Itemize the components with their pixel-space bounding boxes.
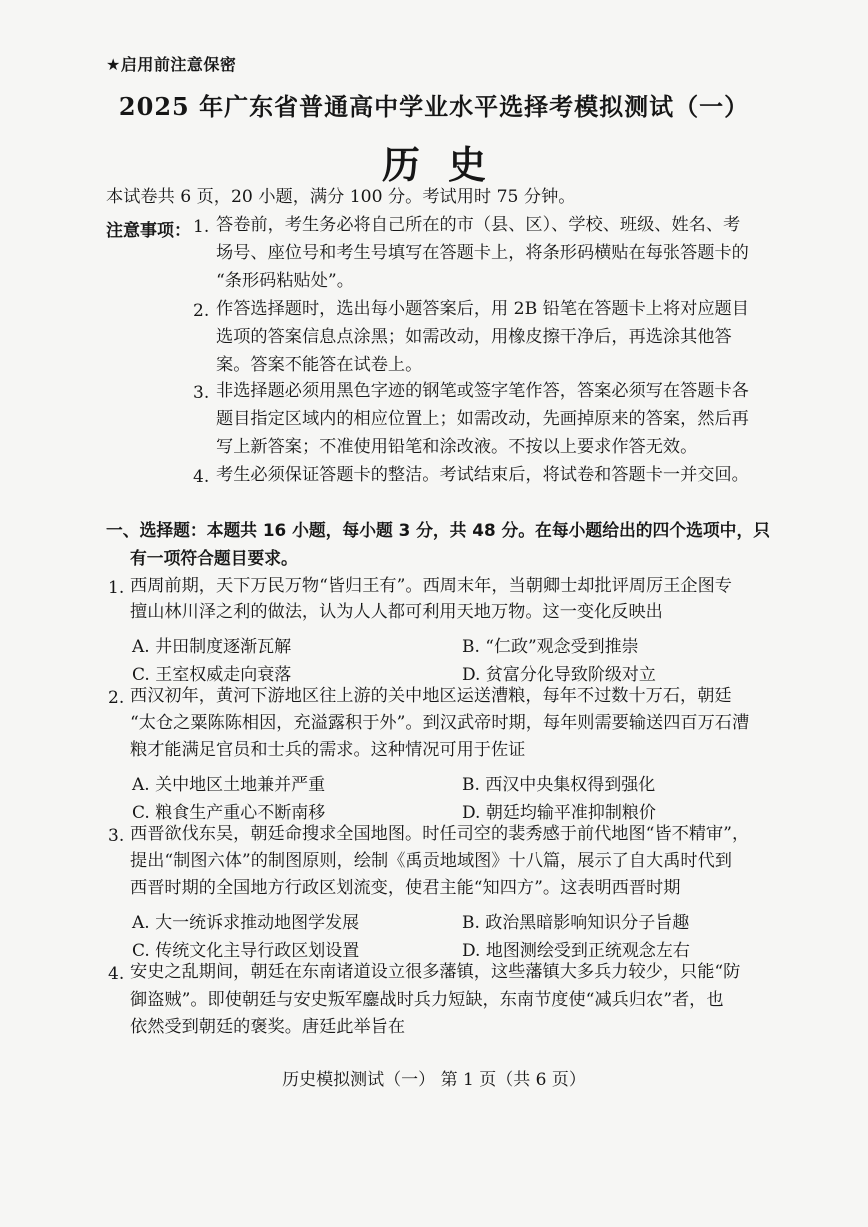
question-number: 3.: [108, 826, 125, 846]
question-stem: 提出“制图六体”的制图原则，绘制《禹贡地域图》十八篇，展示了自大禹时代到: [130, 851, 732, 871]
option-d: D. 贫富分化导致阶级对立: [462, 665, 656, 685]
question-stem: 擅山林川泽之利的做法，认为人人都可利用天地万物。这一变化反映出: [130, 602, 663, 622]
note-number: 1.: [193, 217, 210, 237]
question-stem: 粮才能满足官员和士兵的需求。这种情况可用于佐证: [130, 740, 526, 760]
note-line: 题目指定区域内的相应位置上；如需改动，先画掉原来的答案，然后再: [216, 409, 749, 429]
note-line: 答卷前，考生务必将自己所在的市（县、区）、学校、班级、姓名、考: [216, 215, 741, 235]
page-footer: 历史模拟测试（一） 第 1 页（共 6 页）: [282, 1070, 586, 1090]
option-a: A. 大一统诉求推动地图学发展: [132, 913, 360, 933]
question-stem: 西晋时期的全国地方行政区划流变，使君主能“知四方”。这表明西晋时期: [130, 878, 681, 898]
question-number: 2.: [108, 688, 125, 708]
note-number: 2.: [193, 301, 210, 321]
note-number: 3.: [193, 383, 210, 403]
note-line: 非选择题必须用黑色字迹的钢笔或签字笔作答，答案必须写在答题卡各: [216, 381, 749, 401]
exam-info: 本试卷共 6 页，20 小题，满分 100 分。考试用时 75 分钟。: [106, 187, 576, 207]
note-line: “条形码粘贴处”。: [216, 271, 354, 291]
note-line: 写上新答案；不准使用铅笔和涂改液。不按以上要求作答无效。: [216, 437, 698, 457]
question-stem: 依然受到朝廷的褒奖。唐廷此举旨在: [130, 1017, 406, 1037]
confidential-notice: ★启用前注意保密: [106, 55, 237, 74]
option-d: D. 朝廷均输平准抑制粮价: [462, 803, 656, 823]
section-heading: 一、选择题：本题共 16 小题，每小题 3 分，共 48 分。在每小题给出的四个选项中，只: [106, 520, 771, 540]
question-stem: 西汉初年，黄河下游地区往上游的关中地区运送漕粮，每年不过数十万石，朝廷: [130, 686, 732, 706]
option-b: B. 政治黑暗影响知识分子旨趣: [462, 913, 690, 933]
option-c: C. 传统文化主导行政区划设置: [132, 941, 360, 961]
note-number: 4.: [193, 467, 210, 487]
option-a: A. 关中地区土地兼并严重: [132, 775, 326, 795]
notes-label: 注意事项：: [106, 221, 191, 241]
option-a: A. 井田制度逐渐瓦解: [132, 637, 292, 657]
note-line: 案。答案不能答在试卷上。: [216, 355, 423, 375]
question-stem: 西晋欲伐东吴，朝廷命搜求全国地图。时任司空的裴秀感于前代地图“皆不精审”，: [130, 824, 750, 844]
question-number: 4.: [108, 964, 125, 984]
question-number: 1.: [108, 578, 125, 598]
note-line: 考生必须保证答题卡的整洁。考试结束后，将试卷和答题卡一并交回。: [216, 465, 749, 485]
question-stem: 安史之乱期间，朝廷在东南诸道设立很多藩镇，这些藩镇大多兵力较少，只能“防: [130, 962, 741, 982]
note-line: 作答选择题时，选出每小题答案后，用 2B 铅笔在答题卡上将对应题目: [216, 299, 749, 319]
option-c: C. 王室权威走向衰落: [132, 665, 292, 685]
question-stem: 御盗贼”。即使朝廷与安史叛军鏖战时兵力短缺，东南节度使“减兵归农”者，也: [130, 990, 724, 1010]
exam-title: 2025 年广东省普通高中学业水平选择考模拟测试（一）: [118, 92, 750, 121]
subject-title: 历史: [381, 142, 514, 187]
note-line: 场号、座位号和考生号填写在答题卡上，将条形码横贴在每张答题卡的: [216, 243, 749, 263]
section-heading-cont: 有一项符合题目要求。: [130, 548, 298, 568]
option-b: B. 西汉中央集权得到强化: [462, 775, 656, 795]
option-c: C. 粮食生产重心不断南移: [132, 803, 326, 823]
note-line: 选项的答案信息点涂黑；如需改动，用橡皮擦干净后，再选涂其他答: [216, 327, 732, 347]
question-stem: 西周前期，天下万民万物“皆归王有”。西周末年，当朝卿士却批评周厉王企图专: [130, 576, 732, 596]
question-stem: “太仓之粟陈陈相因，充溢露积于外”。到汉武帝时期，每年则需要输送四百万石漕: [130, 713, 750, 733]
option-b: B. “仁政”观念受到推崇: [462, 637, 639, 657]
option-d: D. 地图测绘受到正统观念左右: [462, 941, 690, 961]
